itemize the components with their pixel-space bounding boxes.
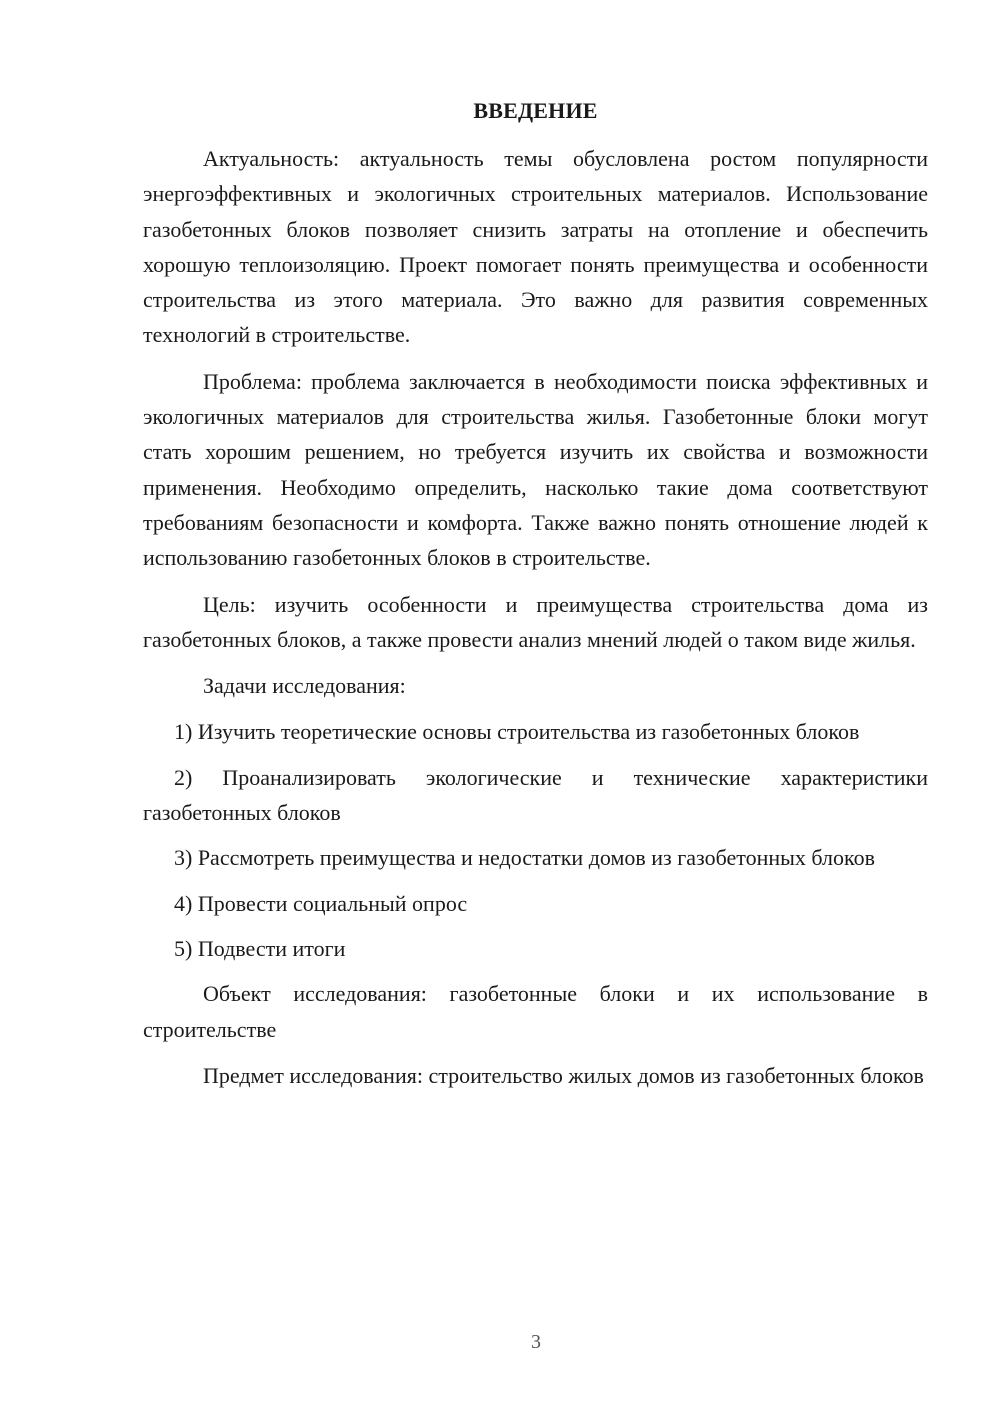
task-item: 5) Подвести итоги xyxy=(174,935,346,961)
tasks-heading: Задачи исследования: xyxy=(203,673,406,699)
document-page xyxy=(143,93,928,1104)
tasks-list xyxy=(143,714,928,966)
goal-paragraph: Цель: изучить особенности и преимущества строительства дома из газобетонных блоков, а также провести анализ мнений людей о таком виде жилья. xyxy=(143,591,928,652)
task-item: 4) Провести социальный опрос xyxy=(174,890,468,916)
relevance-paragraph: Актуальность: актуальность темы обусловлена ростом популярности энергоэффективных и экологичных строительных материалов. Использование газобетонных блоков позволяет снизить затраты на отопление и обеспечить хорошую теплоизоляцию. Проект помогает понять преимущества и особенности строительства из этого материала. Это важно для развития современных технологий в строительстве. xyxy=(143,146,928,348)
section-title: ВВЕДЕНИЕ xyxy=(473,98,598,123)
task-item: 1) Изучить теоретические основы строительства из газобетонных блоков xyxy=(174,719,860,745)
task-item: 3) Рассмотреть преимущества и недостатки домов из газобетонных блоков xyxy=(174,845,875,871)
problem-paragraph: Проблема: проблема заключается в необходимости поиска эффективных и экологичных материалов для строительства жилья. Газобетонные блоки могут стать хорошим решением, но требуется изучить их свойства и возможности применения. Необходимо определить, насколько такие дома соответствуют требованиям безопасности и комфорта. Также важно понять отношение людей к использованию газобетонных блоков в строительстве. xyxy=(143,368,928,571)
page-number: 3 xyxy=(531,1331,541,1353)
object-paragraph: Объект исследования: газобетонные блоки и их использование в строительстве xyxy=(143,981,928,1042)
subject-paragraph: Предмет исследования: строительство жилых домов из газобетонных блоков xyxy=(203,1062,924,1088)
task-item: 2) Проанализировать экологические и технические характеристики газобетонных блоков xyxy=(143,764,928,826)
